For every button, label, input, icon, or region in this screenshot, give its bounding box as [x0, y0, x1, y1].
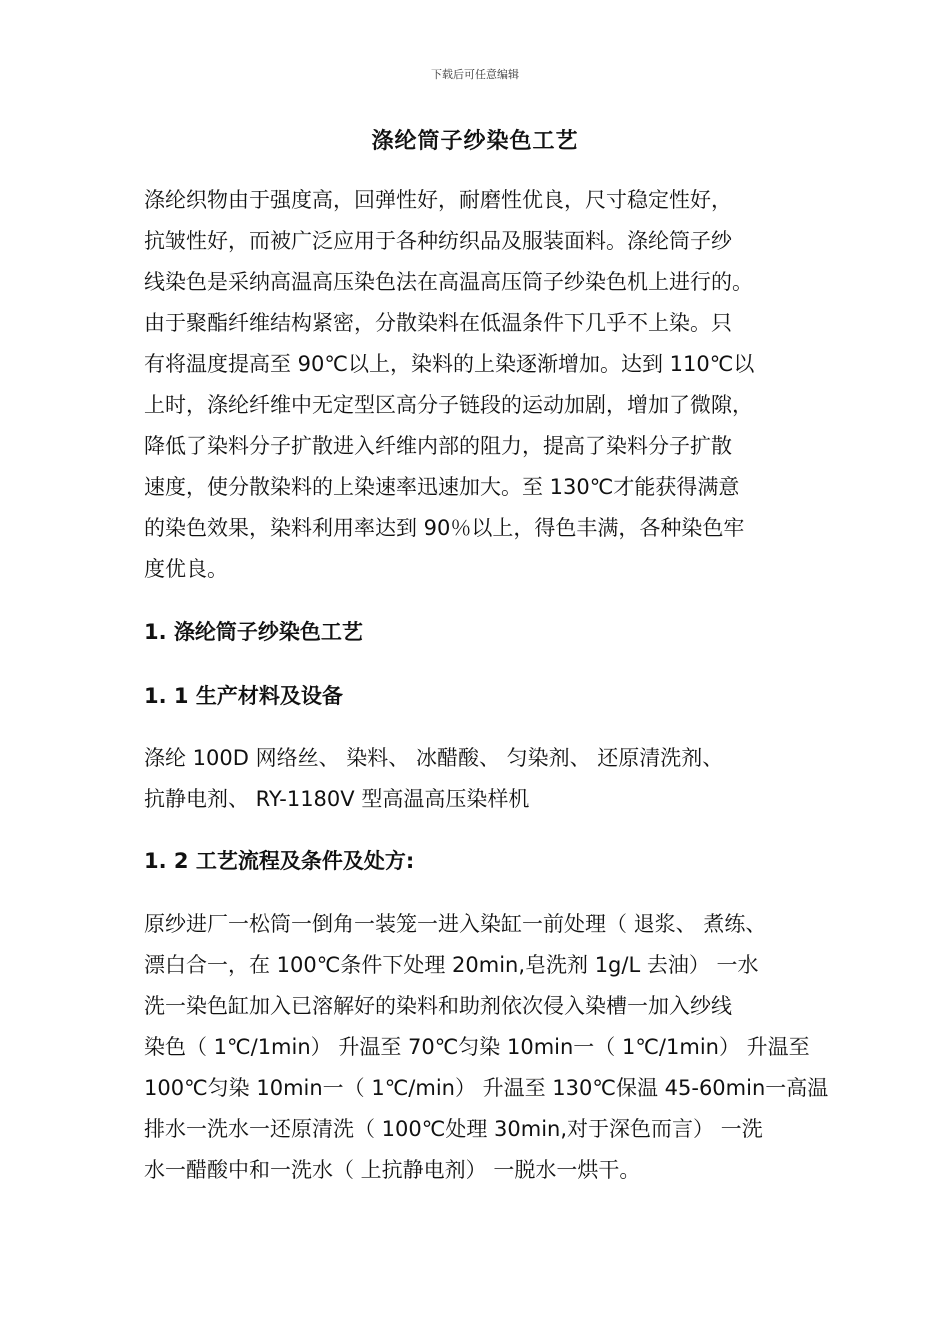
intro-line: 由于聚酯纤维结构紧密，分散染料在低温条件下几乎不上染。只 — [144, 311, 732, 335]
page-title: 涤纶筒子纱染色工艺 — [371, 129, 579, 154]
intro-line: 上时，涤纶纤维中无定型区高分子链段的运动加剧，增加了微隙， — [144, 393, 753, 417]
subsection-heading: 1. 2 工艺流程及条件及处方: — [144, 849, 415, 873]
process-line: 水一醋酸中和一洗水（ 上抗静电剂） 一脱水一烘干。 — [144, 1158, 641, 1182]
process-line: 染色（ 1℃/1min） 升温至 70℃匀染 10min一（ 1℃/1min） 升温至 — [144, 1035, 810, 1059]
subsection-heading: 1. 1 生产材料及设备 — [144, 684, 343, 708]
intro-line: 抗皱性好，而被广泛应用于各种纺织品及服装面料。涤纶筒子纱 — [144, 229, 732, 253]
process-line: 洗一染色缸加入已溶解好的染料和助剂依次侵入染槽一加入纱线 — [144, 994, 732, 1018]
materials-line: 涤纶 100D 网络丝、 染料、 冰醋酸、 匀染剂、 还原清洗剂、 — [144, 746, 724, 770]
intro-line: 速度，使分散染料的上染速率迅速加大。至 130℃才能获得满意 — [144, 475, 740, 499]
intro-line: 涤纶织物由于强度高，回弹性好，耐磨性优良，尺寸稳定性好， — [144, 188, 732, 212]
process-line: 漂白合一，在 100℃条件下处理 20min,皂洗剂 1g/L 去油） 一水 — [144, 953, 759, 977]
process-line: 原纱进厂一松筒一倒角一装笼一进入染缸一前处理（ 退浆、 煮练、 — [144, 912, 767, 936]
intro-line: 降低了染料分子扩散进入纤维内部的阻力，提高了染料分子扩散 — [144, 434, 732, 458]
header-note: 下载后可任意编辑 — [431, 68, 519, 81]
intro-line: 的染色效果，染料利用率达到 90％以上，得色丰满，各种染色牢 — [144, 516, 745, 540]
intro-line: 度优良。 — [144, 557, 228, 581]
intro-line: 有将温度提高至 90℃以上，染料的上染逐渐增加。达到 110℃以 — [144, 352, 755, 376]
section-heading: 1. 涤纶筒子纱染色工艺 — [144, 620, 363, 644]
process-line: 100℃匀染 10min一（ 1℃/min） 升温至 130℃保温 45-60min一高温 — [144, 1076, 829, 1100]
materials-line: 抗静电剂、 RY-1180V 型高温高压染样机 — [144, 787, 530, 811]
process-line: 排水一洗水一还原清洗（ 100℃处理 30min,对于深色而言） 一洗 — [144, 1117, 763, 1141]
intro-line: 线染色是采纳高温高压染色法在高温高压筒子纱染色机上进行的。 — [144, 270, 753, 294]
